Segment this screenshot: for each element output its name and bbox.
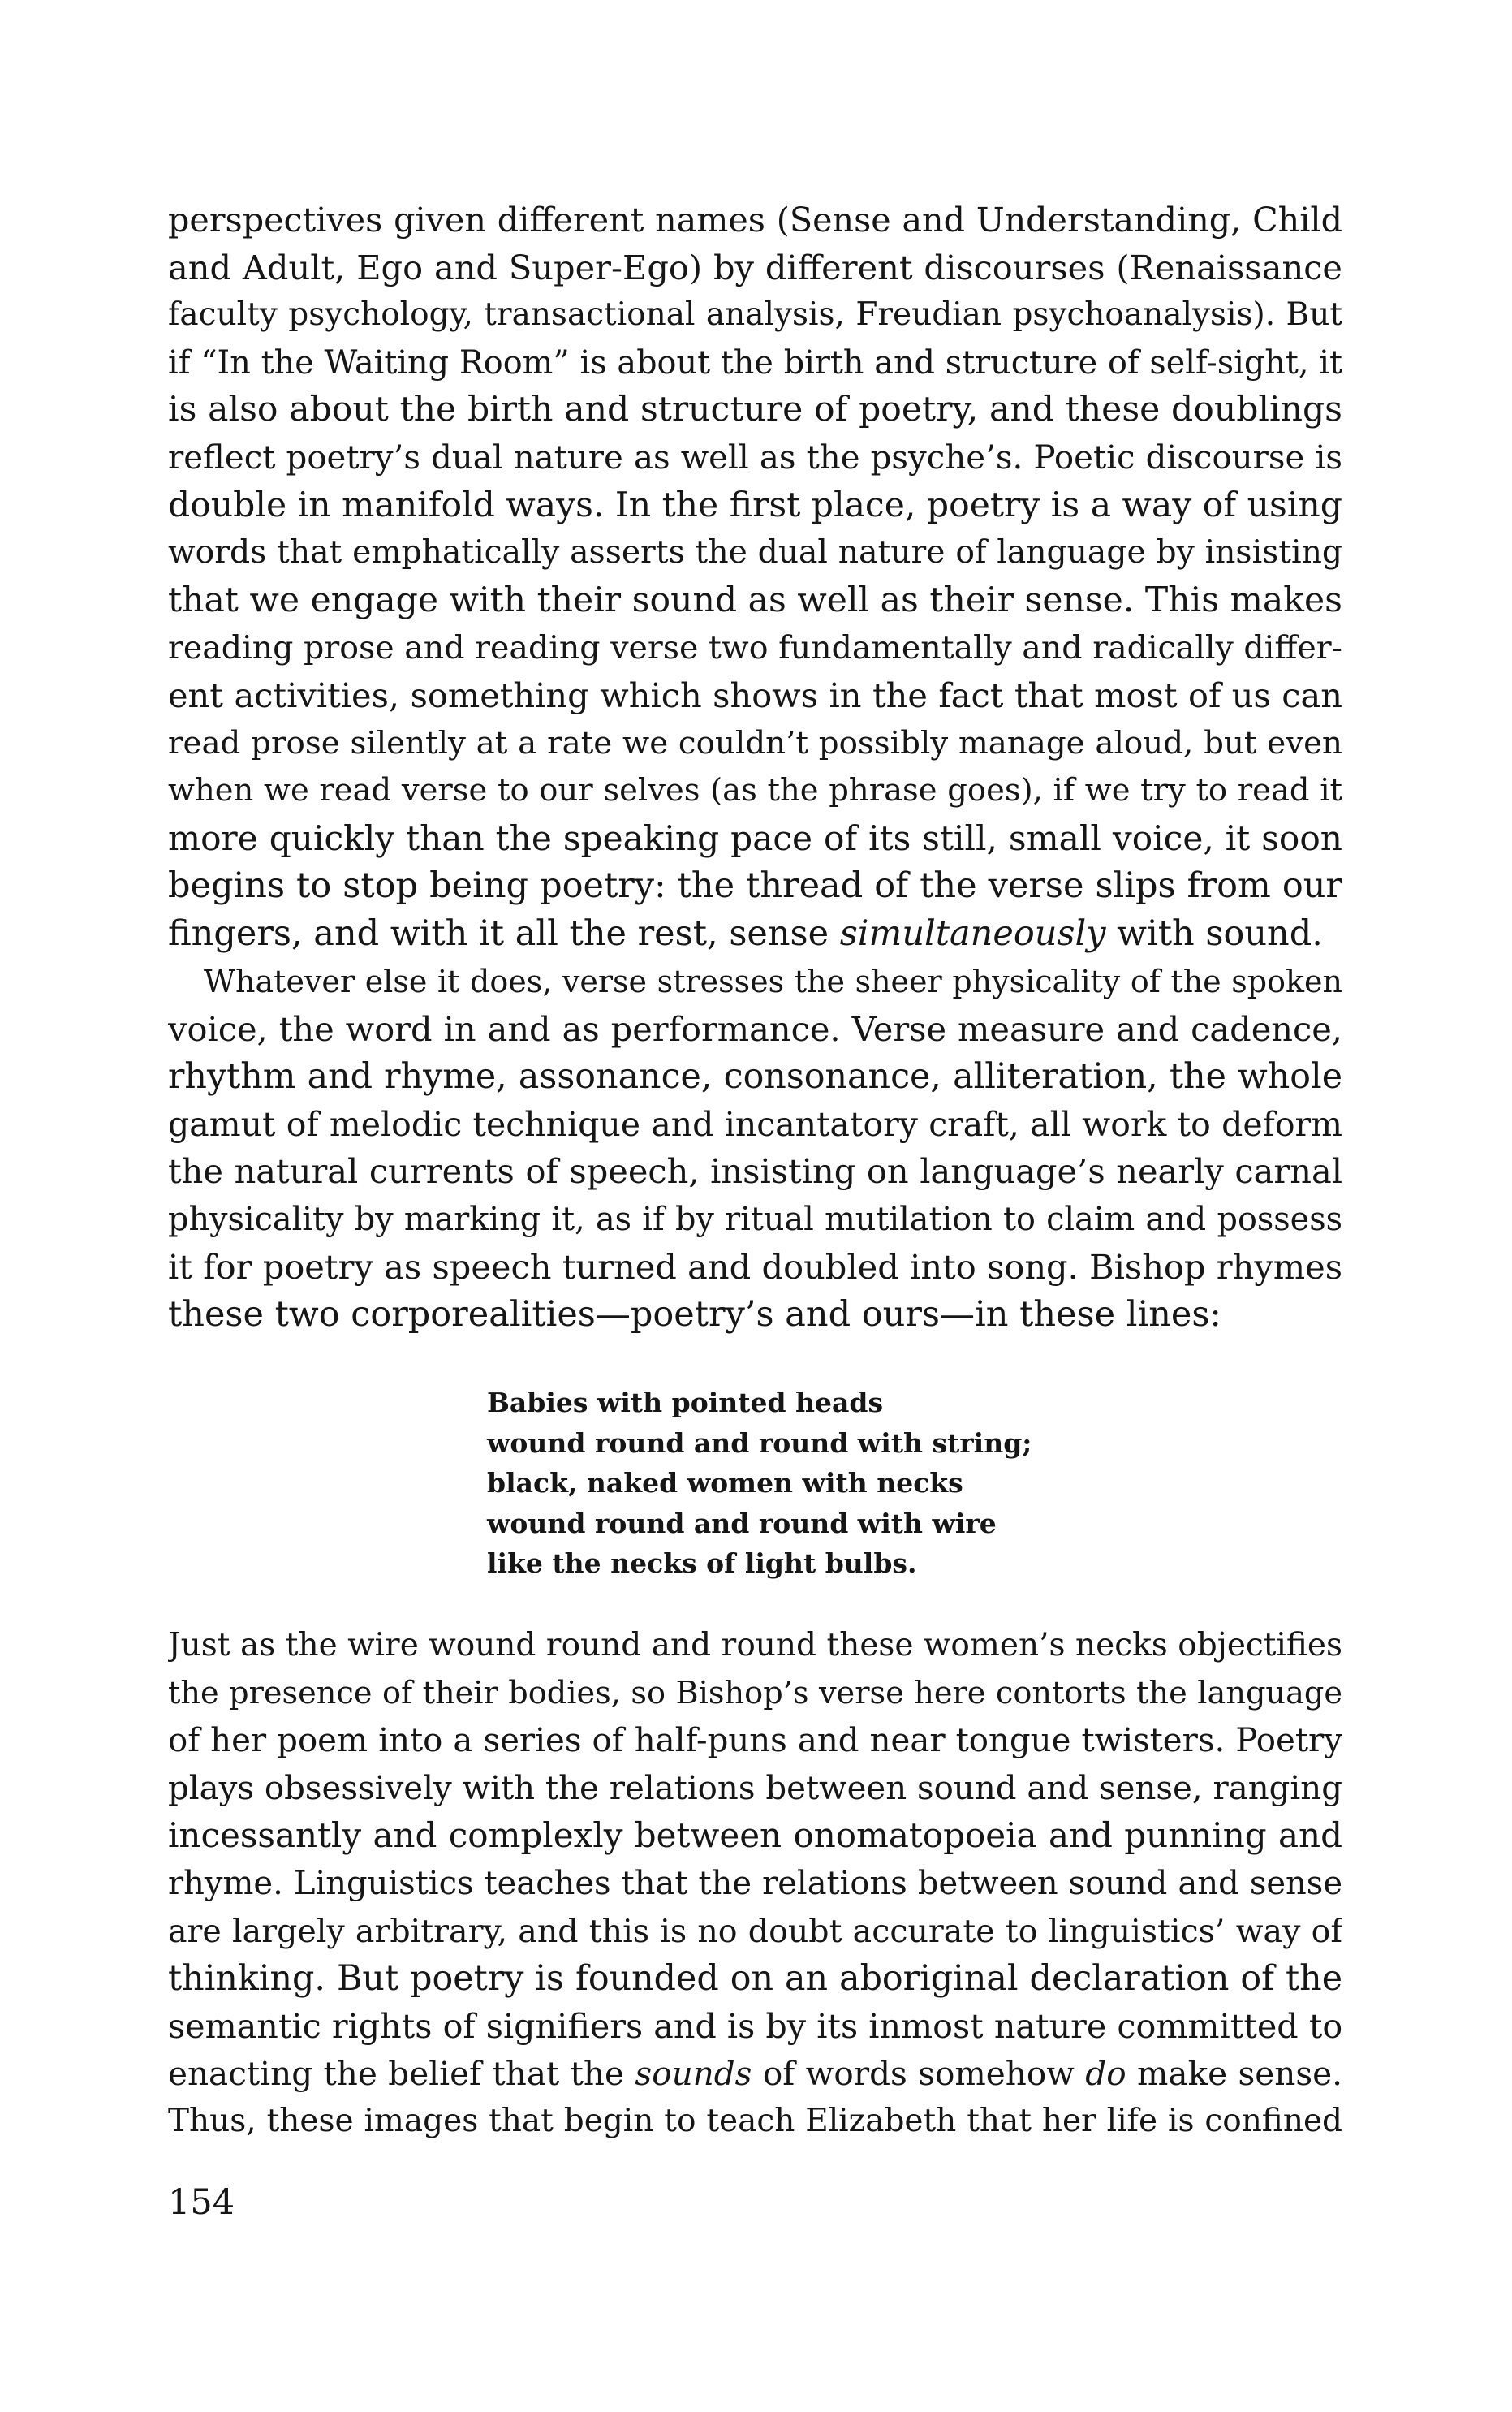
- paragraph-2: [168, 958, 1342, 1339]
- quotation-line: wound round and round with string;: [487, 1426, 1032, 1459]
- quotation-line: wound round and round with wire: [487, 1507, 997, 1539]
- text-line: reflect poetry’s dual nature as well as the psyche’s. Poetic discourse is: [168, 438, 1342, 477]
- text-line: physicality by marking it, as if by ritual mutilation to claim and possess: [168, 1200, 1342, 1238]
- text-line: Whatever else it does, verse stresses the sheer physicality of the spoken: [204, 964, 1342, 999]
- text-line: of her poem into a series of half-puns and near tongue twisters. Poetry: [168, 1722, 1342, 1760]
- text-line: [168, 2050, 1342, 2098]
- paragraph-1: [168, 196, 1342, 958]
- page-number: 154: [168, 2182, 235, 2223]
- text-line: thinking. But poetry is founded on an aboriginal declaration of the: [168, 1958, 1342, 2000]
- text-line: Just as the wire wound round and round these women’s necks objectifies: [168, 1627, 1342, 1663]
- italic-text: simultaneously: [839, 913, 1106, 954]
- text-line: these two corporealities—poetry’s and ours—in these lines:: [168, 1294, 1221, 1335]
- text-line: and Adult, Ego and Super-Ego) by different discourses (Renaissance: [168, 247, 1342, 287]
- text-line: read prose silently at a rate we couldn’t possibly manage aloud, but even: [168, 724, 1342, 762]
- text-line: if “In the Waiting Room” is about the birth and structure of self-sight, it: [168, 343, 1342, 382]
- quotation-line: like the necks of light bulbs.: [487, 1547, 917, 1579]
- text-line: semantic rights of signifiers and is by its inmost nature committed to: [168, 2006, 1342, 2046]
- text-line: [168, 910, 1342, 958]
- italic-text: sounds: [635, 2054, 752, 2094]
- text-line: it for poetry as speech turned and doubled into song. Bishop rhymes: [168, 1246, 1342, 1287]
- text-line: when we read verse to our selves (as the phrase goes), if we try to read it: [168, 772, 1342, 809]
- paragraph-3: [168, 1622, 1342, 2146]
- text-line: perspectives given different names (Sense and Understanding, Child: [168, 201, 1342, 239]
- text-line: the natural currents of speech, insisting on language’s nearly carnal: [168, 1151, 1342, 1192]
- text-line: words that emphatically asserts the dual nature of language by insisting: [168, 534, 1342, 572]
- text-run: of words somehow: [752, 2054, 1086, 2094]
- text-line: incessantly and complexly between onomatopoeia and punning and: [168, 1815, 1342, 1856]
- text-line: voice, the word in and as performance. Verse measure and cadence,: [168, 1008, 1342, 1049]
- text-run: with sound.: [1105, 913, 1323, 954]
- text-line: faculty psychology, transactional analysis, Freudian psychoanalysis). But: [168, 296, 1342, 334]
- text-line: rhyme. Linguistics teaches that the relations between sound and sense: [168, 1864, 1342, 1902]
- text-run: make sense.: [1126, 2054, 1342, 2094]
- text-line: rhythm and rhyme, assonance, consonance, alliteration, the whole: [168, 1056, 1342, 1098]
- text-line: gamut of melodic technique and incantatory craft, all work to deform: [168, 1104, 1342, 1144]
- text-line: Thus, these images that begin to teach Elizabeth that her life is confined: [168, 2102, 1342, 2139]
- text-line: are largely arbitrary, and this is no doubt accurate to linguistics’ way of: [168, 1912, 1342, 1950]
- text-line: double in manifold ways. In the first place, poetry is a way of using: [168, 485, 1342, 525]
- text-run: fingers, and with it all the rest, sense: [168, 913, 840, 954]
- text-line: begins to stop being poetry: the thread of the verse slips from our: [168, 865, 1342, 907]
- text-line: plays obsessively with the relations between sound and sense, ranging: [168, 1769, 1342, 1807]
- block-quotation: [487, 1383, 1032, 1584]
- text-line: reading prose and reading verse two fundamentally and radically differ-: [168, 629, 1342, 667]
- text-line: more quickly than the speaking pace of its still, small voice, it soon: [168, 818, 1342, 858]
- italic-text: do: [1085, 2054, 1126, 2094]
- text-run: enacting the belief that the: [168, 2054, 635, 2094]
- quotation-line: black, naked women with necks: [487, 1467, 963, 1499]
- text-line: is also about the birth and structure of poetry, and these doublings: [168, 390, 1342, 430]
- text-line: ent activities, something which shows in the fact that most of us can: [168, 675, 1342, 715]
- text-line: that we engage with their sound as well as their sense. This makes: [168, 580, 1342, 620]
- text-line: the presence of their bodies, so Bishop’s verse here contorts the language: [168, 1674, 1342, 1711]
- quotation-line: Babies with pointed heads: [487, 1387, 884, 1418]
